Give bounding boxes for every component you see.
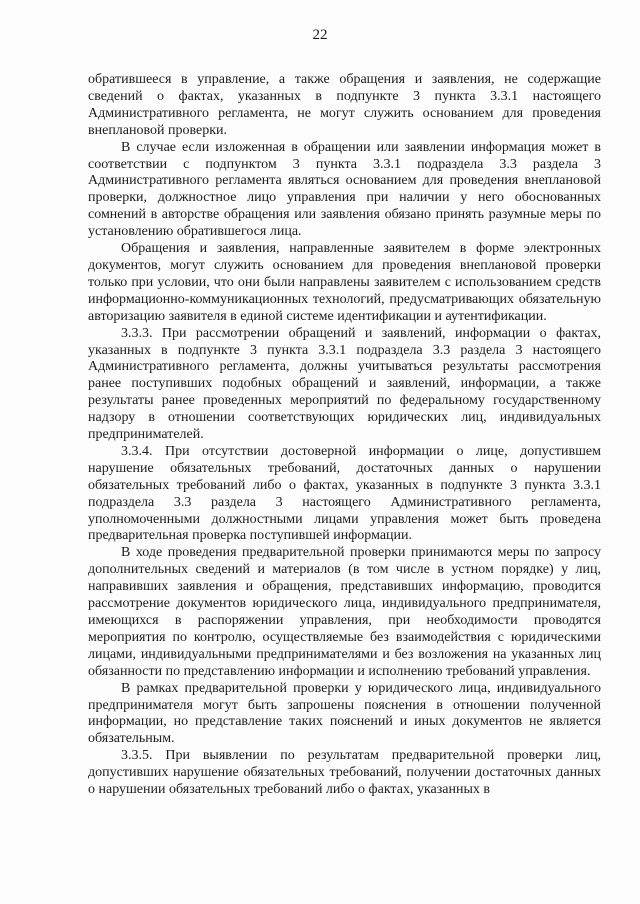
paragraph-3-3-3: 3.3.3. При рассмотрении обращений и заявлений, информации о фактах, указанных в подпункте 3 пункта 3.3.1 подраздела 3.3 раздела 3 настоящего Административного регламента, должны учитываться результаты рассмотрения ранее поступивших подобных обращений и заявлений, информации, а также результаты ранее проведенных мероприятий по федеральному государственному надзору в отношении соответствующих юридических лиц, индивидуальных предпринимателей. bbox=[88, 325, 601, 443]
paragraph-preliminary-check-measures: В ходе проведения предварительной проверки принимаются меры по запросу дополнительных сведений и материалов (в том числе в устном порядке) у лиц, направивших заявления и обращения, представивших информацию, проводится рассмотрение документов юридического лица, индивидуального предпринимателя, имеющихся в распоряжении управления, при необходимости проводятся мероприятия по контролю, осуществляемые без взаимодействия с юридическими лицами, индивидуальными предпринимателями и без возложения на указанных лиц обязанности по представлению информации и исполнению требований управления. bbox=[88, 545, 601, 679]
paragraph-3-3-4: 3.3.4. При отсутствии достоверной информации о лице, допустившем нарушение обязательных требований, достаточных данных о нарушении обязательных требований либо о фактах, указанных в подпункте 3 пункта 3.3.1 подраздела 3.3 раздела 3 настоящего Административного регламента, уполномоченными должностными лицами управления может быть проведена предварительная проверка поступившей информации. bbox=[88, 443, 601, 544]
paragraph-explanations: В рамках предварительной проверки у юридического лица, индивидуального предпринимателя могут быть запрошены пояснения в отношении полученной информации, но представление таких пояснений и иных документов не является обязательным. bbox=[88, 680, 601, 747]
paragraph-doubtful-authorship: В случае если изложенная в обращении или заявлении информация может в соответствии с подпунктом 3 пункта 3.3.1 подраздела 3.3 раздела 3 Административного регламента являться основанием для проведения внеплановой проверки, должностное лицо управления при наличии у него обоснованных сомнений в авторстве обращения или заявления обязано принять разумные меры по установлению обратившегося лица. bbox=[88, 139, 601, 240]
paragraph-continuation: обратившееся в управление, а также обращения и заявления, не содержащие сведений о фактах, указанных в подпункте 3 пункта 3.3.1 настоящего Административного регламента, не могут служить основанием для проведения внеплановой проверки. bbox=[88, 72, 601, 138]
paragraph-3-3-5: 3.3.5. При выявлении по результатам предварительной проверки лиц, допустивших нарушение обязательных требований, получении достаточных данных о нарушении обязательных требований либо о фактах, указанных в bbox=[88, 748, 601, 798]
body-text bbox=[88, 72, 601, 799]
page-number: 22 bbox=[312, 27, 328, 43]
paragraph-electronic-documents: Обращения и заявления, направленные заявителем в форме электронных документов, могут служить основанием для проведения внеплановой проверки только при условии, что они были направлены заявителем с использованием средств информационно-коммуникационных технологий, предусматривающих обязательную авторизацию заявителя в единой системе идентификации и аутентификации. bbox=[88, 241, 601, 324]
